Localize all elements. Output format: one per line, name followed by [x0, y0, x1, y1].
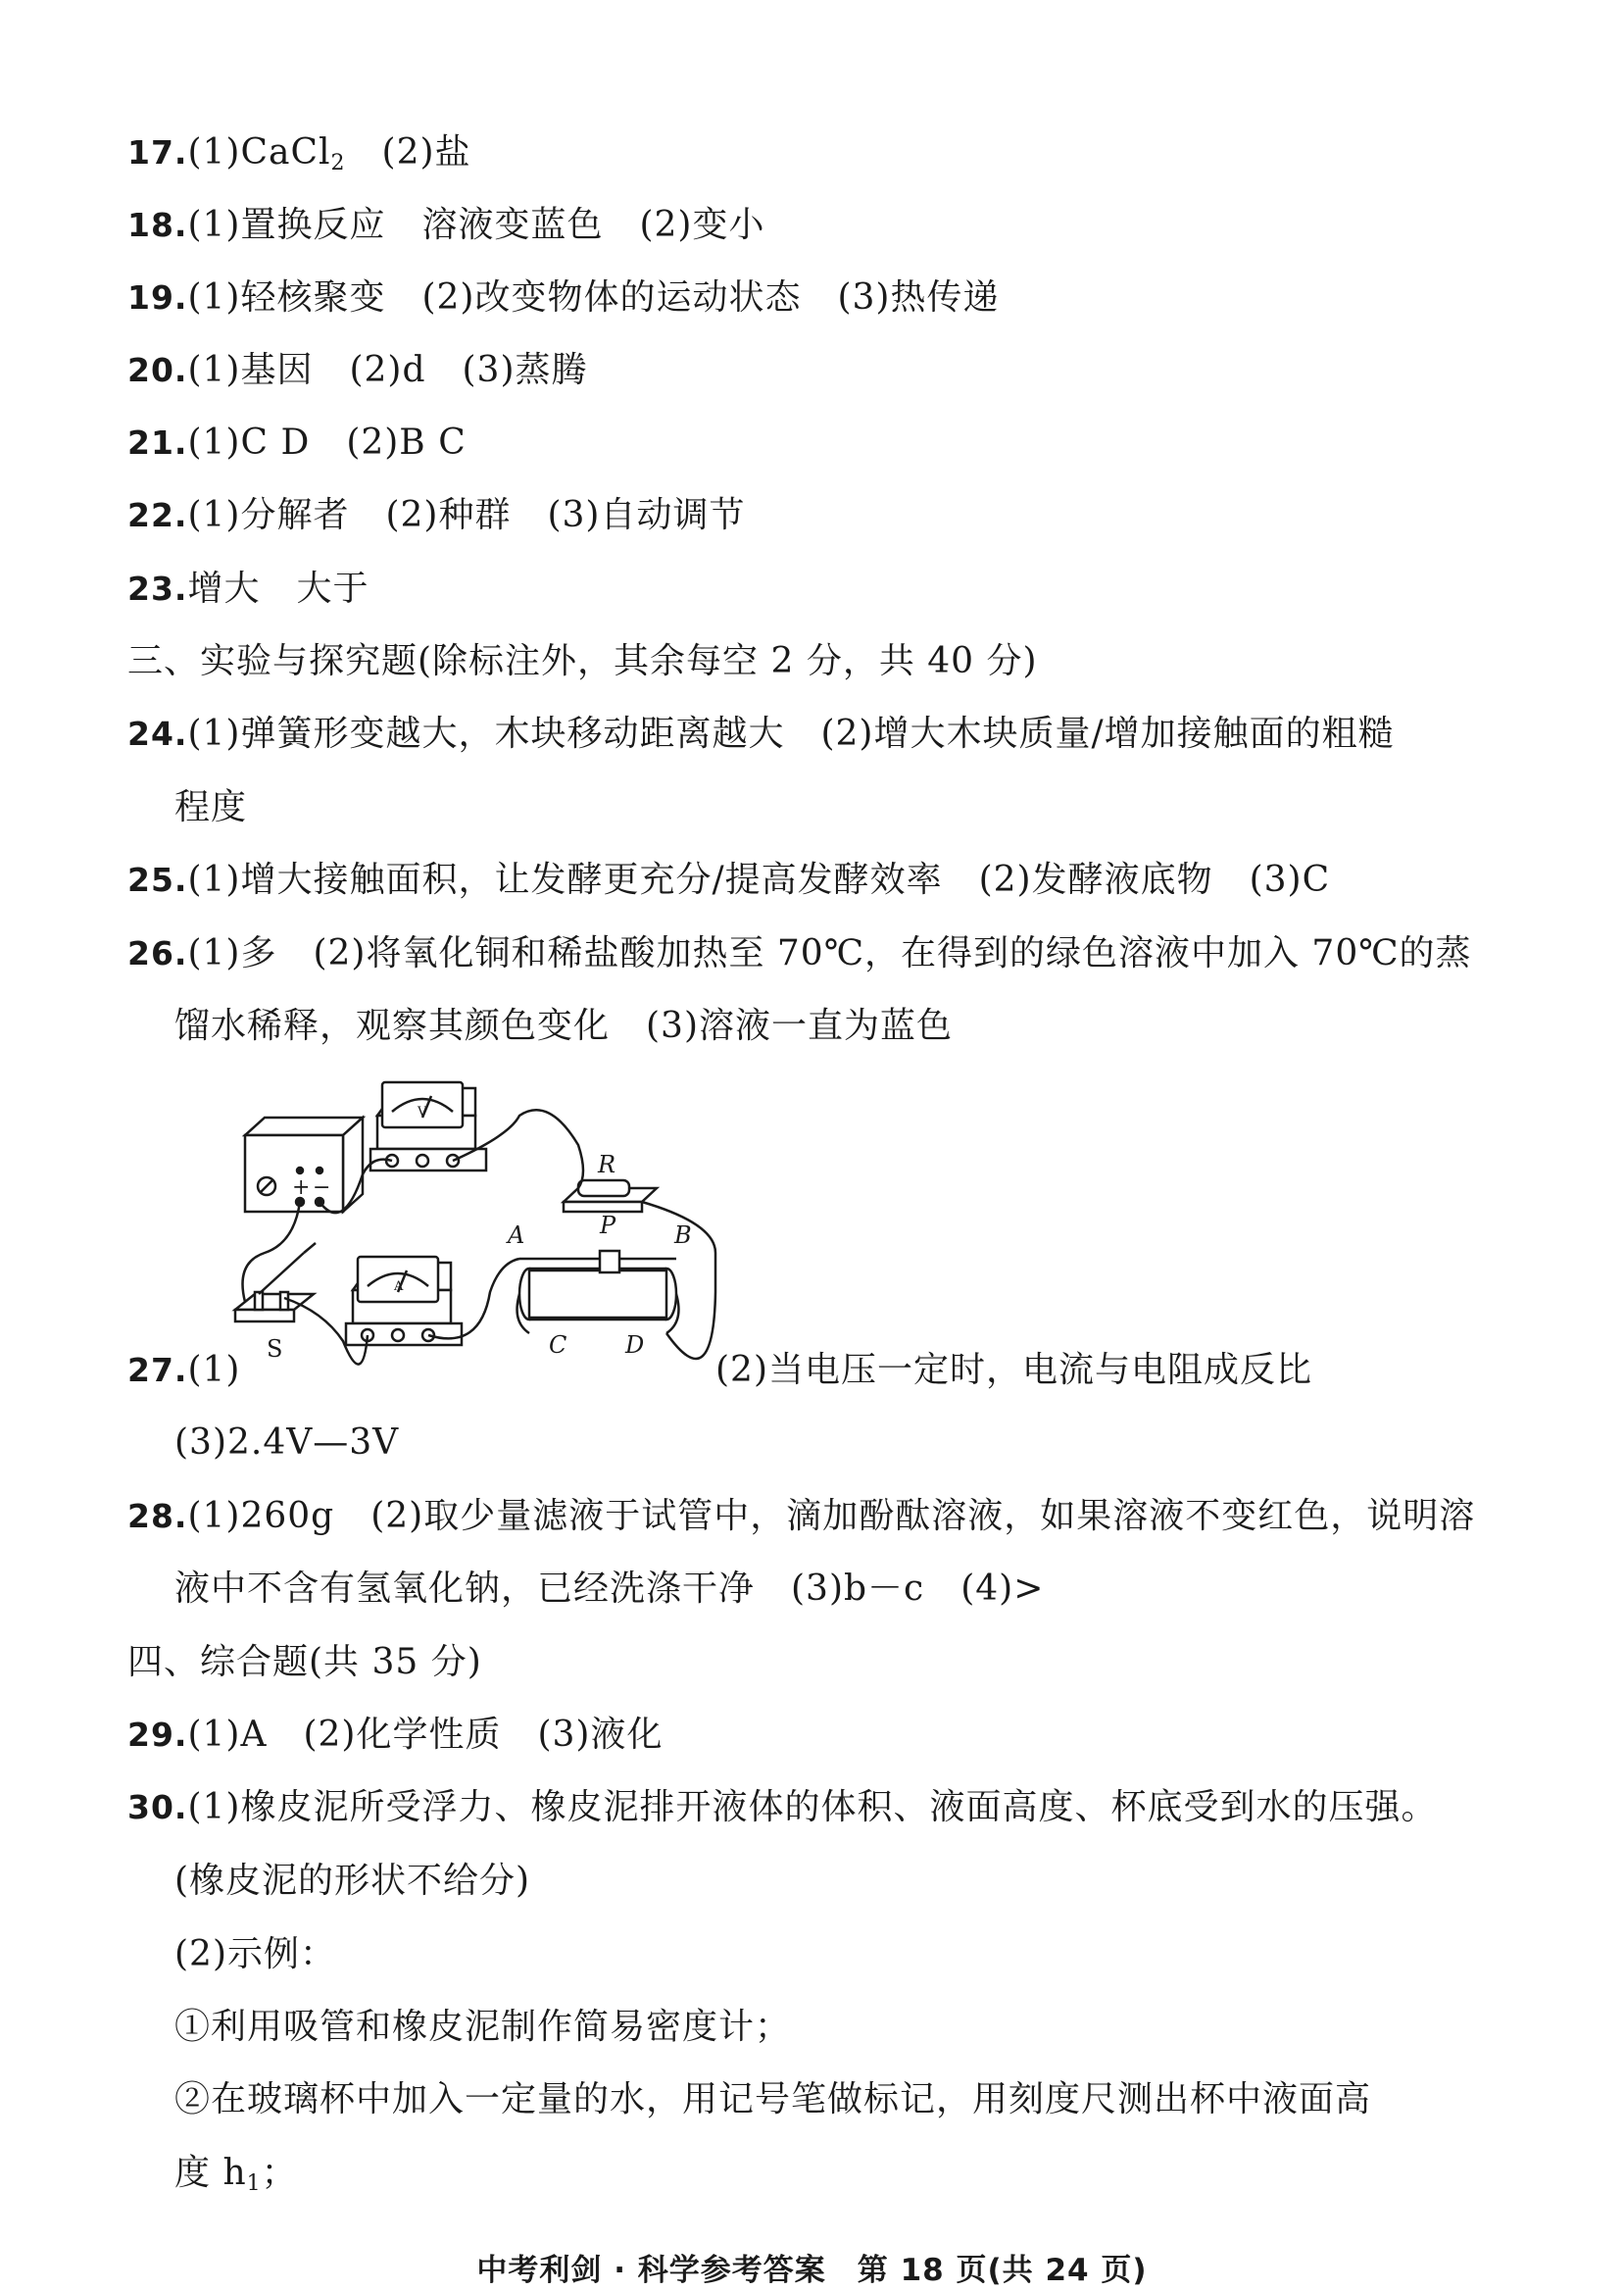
subscript: 2 — [330, 151, 346, 175]
terminal-d-label: D — [625, 1331, 645, 1359]
answer-text: 增大 大于 — [187, 569, 369, 609]
page-footer: 中考利剑 · 科学参考答案 第 18 页(共 24 页) — [476, 2253, 1148, 2288]
answer-text: (1)橡皮泥所受浮力、橡皮泥排开液体的体积、液面高度、杯底受到水的压强。 — [187, 1787, 1438, 1827]
switch-label: S — [267, 1335, 283, 1363]
question-number: 29. — [127, 1716, 188, 1754]
question-number: 21. — [127, 423, 188, 462]
answer-text: (1)分解者 (2)种群 (3)自动调节 — [187, 495, 746, 535]
answer-24-continued: 程度 — [174, 787, 248, 827]
question-number: 24. — [127, 715, 188, 753]
answer-30-step2-continued — [174, 2150, 298, 2208]
answer-text: (1)弹簧形变越大，木块移动距离越大 (2)增大木块质量/增加接触面的粗糙 — [187, 714, 1395, 754]
answer-19 — [127, 274, 999, 322]
answer-20 — [127, 347, 588, 394]
answer-text: (1)C D (2)B C — [187, 423, 467, 463]
answer-30-part2: (2)示例： — [174, 1934, 336, 1974]
minus-label: − — [313, 1175, 331, 1200]
question-number: 28. — [127, 1497, 188, 1535]
answer-text: (1) — [187, 1350, 241, 1390]
question-number: 22. — [127, 496, 188, 534]
ammeter — [346, 1257, 462, 1345]
question-number: 19. — [127, 278, 188, 317]
question-number: 26. — [127, 934, 188, 972]
question-number: 23. — [127, 570, 188, 608]
answer-text: 度 h — [174, 2153, 247, 2193]
section-4-heading: 四、综合题(共 35 分) — [127, 1642, 482, 1682]
answer-23 — [127, 566, 369, 613]
answer-30-step2: ②在玻璃杯中加入一定量的水，用记号笔做标记，用刻度尺测出杯中液面高 — [174, 2079, 1372, 2119]
answer-text: (1)A (2)化学性质 (3)液化 — [187, 1715, 664, 1755]
subscript: 1 — [246, 2171, 262, 2196]
terminal-b-label: B — [674, 1221, 692, 1249]
question-number: 17. — [127, 133, 188, 172]
answer-22 — [127, 492, 745, 539]
switch — [235, 1243, 316, 1321]
answer-26-continued: 馏水稀释，观察其颜色变化 (3)溶液一直为蓝色 — [174, 1006, 953, 1046]
answer-17 — [127, 129, 471, 187]
section-3-heading: 三、实验与探究题(除标注外，其余每空 2 分，共 40 分) — [127, 641, 1038, 681]
answer-21 — [127, 420, 467, 467]
resistor-label: R — [598, 1151, 616, 1178]
answer-text: (1)260g (2)取少量滤液于试管中，滴加酚酞溶液，如果溶液不变红色，说明溶 — [187, 1496, 1476, 1536]
answer-27-part2: (2)当电压一定时，电流与电阻成反比 — [715, 1350, 1312, 1390]
answer-28-continued: 液中不含有氢氧化钠，已经洗涤干净 (3)b－c (4)> — [174, 1569, 1045, 1609]
question-number: 20. — [127, 351, 188, 389]
circuit-diagram — [225, 1076, 745, 1400]
answer-24 — [127, 711, 1395, 758]
answer-30-step1: ①利用吸管和橡皮泥制作简易密度计； — [174, 2007, 792, 2047]
answer-27-continued: (3)2.4V—3V — [174, 1422, 400, 1463]
answer-text: (1)置换反应 溶液变蓝色 (2)变小 — [187, 205, 765, 245]
answer-text: (1)轻核聚变 (2)改变物体的运动状态 (3)热传递 — [187, 277, 1000, 318]
question-number: 18. — [127, 206, 188, 244]
answer-text: (2)盐 — [345, 132, 471, 173]
answer-29 — [127, 1712, 663, 1759]
answer-18 — [127, 202, 764, 249]
ammeter-label: A — [394, 1279, 404, 1294]
rheostat — [517, 1251, 679, 1333]
voltmeter — [370, 1082, 486, 1170]
terminal-c-label: C — [549, 1331, 567, 1359]
terminal-a-label: A — [508, 1221, 525, 1249]
question-number: 25. — [127, 861, 188, 899]
answer-text: (1)多 (2)将氧化铜和稀盐酸加热至 70℃，在得到的绿色溶液中加入 70℃的蒸 — [187, 933, 1472, 973]
question-number: 27. — [127, 1351, 188, 1389]
voltmeter-label: V — [418, 1105, 427, 1120]
question-number: 30. — [127, 1788, 188, 1826]
slider-p-label: P — [600, 1212, 616, 1239]
answer-30-note: (橡皮泥的形状不给分) — [174, 1861, 531, 1901]
answer-25 — [127, 857, 1330, 904]
answer-text: ； — [261, 2153, 298, 2193]
answer-27 — [127, 1347, 240, 1394]
answer-text: (1)CaCl — [187, 132, 331, 173]
resistor — [564, 1180, 657, 1212]
plus-label: + — [292, 1175, 311, 1200]
answer-text: (1)基因 (2)d (3)蒸腾 — [187, 350, 588, 390]
answer-26 — [127, 930, 1472, 977]
answer-text: (1)增大接触面积，让发酵更充分/提高发酵效率 (2)发酵液底物 (3)C — [187, 860, 1331, 900]
answer-30 — [127, 1784, 1437, 1831]
answer-28 — [127, 1493, 1475, 1540]
